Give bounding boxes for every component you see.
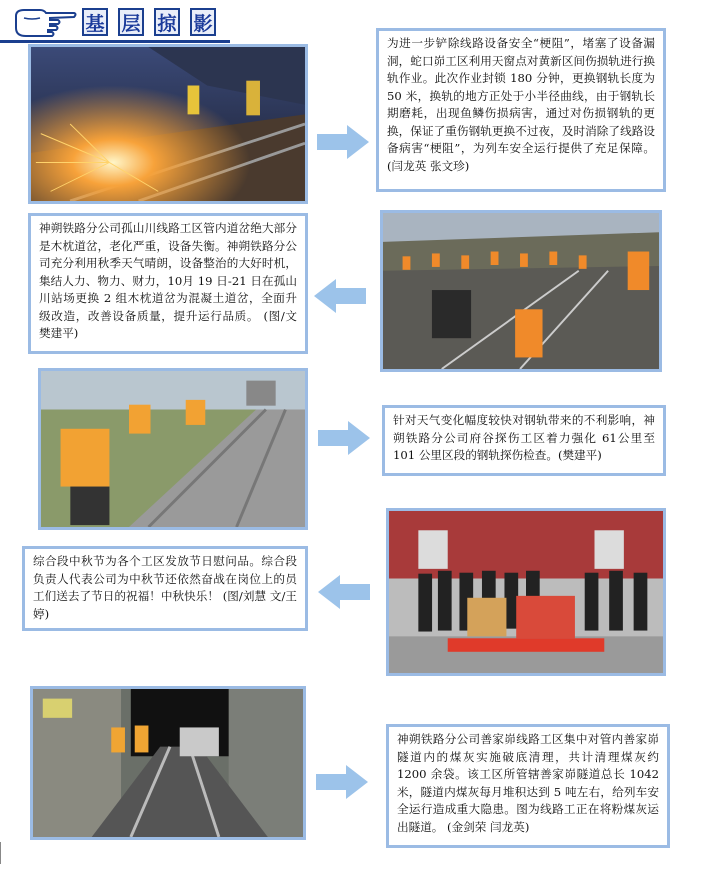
title-char-1: 基 [82,8,108,36]
rail-welding-sparks-photo [28,44,308,204]
article-2-text: 神朔铁路分公司孤山川线路工区管内道岔绝大部分是木枕道岔，老化严重，设备失衡。神朔铁路分公司充分利用秋季天气晴朗，设备整治的大好时机，集结人力、物力、财力，10月 19 日-21 日在孤山川站场更换 2 组木枕道岔为混凝土道岔，全面升级改造，改善设备质量，提升运行品质。 (图/文 樊建平) [28,213,308,354]
pointing-hand-icon [14,6,78,40]
header-rule [0,40,230,43]
title-char-3: 掠 [154,8,180,36]
page-corner-mark [0,842,13,864]
arrow-right-icon-3 [314,762,370,802]
festival-gifts-group-photo [386,508,666,676]
arrow-right-icon [315,122,371,162]
arrow-right-icon-2 [316,418,372,458]
arrow-left-icon-2 [316,572,372,612]
title-char-2: 层 [118,8,144,36]
tunnel-coal-ash-photo [30,686,306,840]
title-char-4: 影 [190,8,216,36]
article-1-text: 为进一步铲除线路设备安全“梗阻”，堵塞了设备漏洞，蛇口峁工区利用天窗点对黄新区间伤损轨进行换轨作业。此次作业封锁 180 分钟，更换钢轨长度为 50 米，换轨的地方正处于小半径曲线，由于钢轨长期磨耗，出现鱼鳞伤损病害，通过对伤损钢轨的更换，保证了重伤钢轨更换不过夜，及时消除了线路设备病害“梗阻”，为列车安全运行提供了充足保障。(闫龙英 张文珍) [376,28,666,192]
article-5-text: 神朔铁路分公司善家峁线路工区集中对管内善家峁隧道内的煤灰实施破底清理，共计清理煤灰约 1200 余袋。该工区所管辖善家峁隧道总长 1042 米，隧道内煤灰每月堆积达到 5 吨左右，给列车安全运行造成重大隐患。图为线路工正在将粉煤灰运出隧道。 (金剑荣 闫龙英) [386,724,670,848]
track-crew-photo [380,210,662,372]
rail-inspection-photo [38,368,308,530]
article-4-text: 综合段中秋节为各个工区发放节日慰问品。综合段负责人代表公司为中秋节还依然奋战在岗位上的员工们送去了节日的祝福！中秋快乐！ (图/刘慧 文/王婷) [22,546,308,631]
arrow-left-icon [312,276,368,316]
article-3-text: 针对天气变化幅度较快对钢轨带来的不利影响，神朔铁路分公司府谷探伤工区着力强化 61公里至 101 公里区段的钢轨探伤检查。(樊建平) [382,405,666,476]
